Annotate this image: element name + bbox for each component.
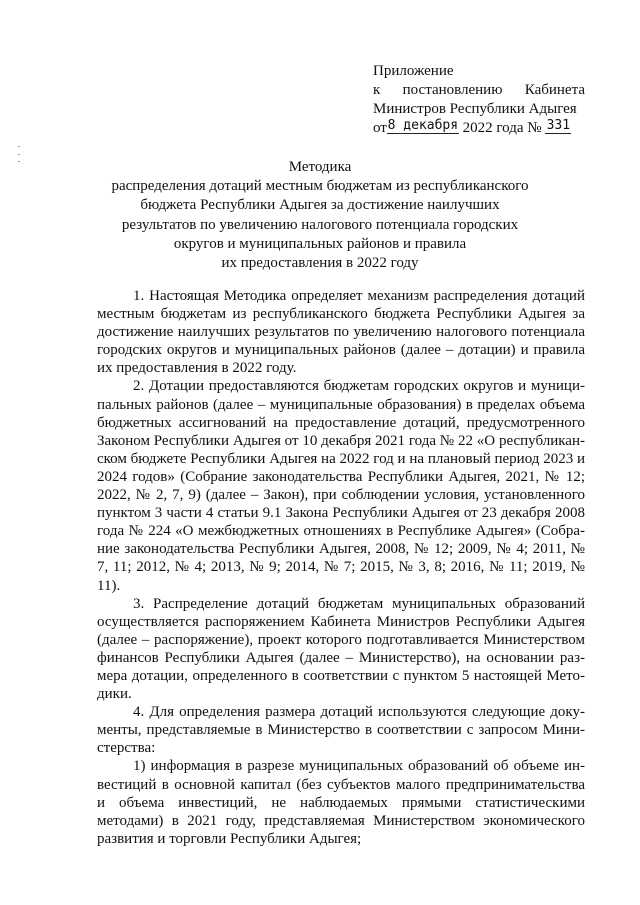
appendix-word-k: к bbox=[373, 82, 381, 98]
document-title bbox=[100, 158, 540, 273]
appendix-line-3: Министров Республики Адыгея bbox=[373, 101, 577, 117]
title-line-3: бюджета Республики Адыгея за достижение наилучших bbox=[140, 197, 500, 214]
handwritten-number: 331 bbox=[546, 118, 571, 133]
paragraph-3: 3. Распределение дотаций бюджетам муниципальных образований осуществляется распоряжением Кабинета Министров Республики Адыгея (далее – распоряжение), проект которого подготавливается Министерством финансов Республики Адыгея (далее – Министерство), на основании размера дотации, определенного в соответствии с пунктом 5 настоящей Методики. bbox=[97, 595, 585, 703]
document-body bbox=[97, 287, 585, 848]
date-prefix: от bbox=[373, 120, 387, 136]
paragraph-1: 1. Настоящая Методика определяет механизм распределения дотаций местным бюджетам из республиканского бюджета Республики Адыгея за достижение наилучших результатов по увеличению налогового потенциала городских округов и муниципальных районов (далее – дотации) и правила их предоставления в 2022 году. bbox=[97, 288, 585, 377]
paragraph-5: 1) информация в разрезе муниципальных образований об объеме инвестиций в основной капитал (без субъектов малого предпринимательства и объема инвестиций, не наблюдаемых прямыми статистическими методами) в 2021 году, представляемая Министерством экономического развития и торговли Республики Адыгея; bbox=[97, 758, 585, 847]
title-line-1: Методика bbox=[288, 159, 352, 175]
appendix-date-line bbox=[373, 119, 585, 138]
appendix-line-2 bbox=[373, 81, 585, 100]
appendix-heading: Приложение bbox=[373, 63, 454, 79]
paragraph-4: 4. Для определения размера дотаций используются следующие документы, представляемые в Министерство в соответствии с запросом Министерства: bbox=[97, 704, 585, 757]
title-line-5: округов и муниципальных районов и правила bbox=[173, 235, 467, 252]
title-line-6: их предоставления в 2022 году bbox=[221, 255, 419, 272]
appendix-word-resolution: постановлению bbox=[402, 82, 503, 98]
number-blank bbox=[545, 119, 571, 134]
title-line-4: результатов по увеличению налогового потенциала городских bbox=[121, 216, 519, 233]
handwritten-date: 8 декабря bbox=[387, 118, 459, 133]
margin-marks bbox=[18, 144, 22, 164]
paragraph-2: 2. Дотации предоставляются бюджетам городских округов и муниципальных районов (далее – муниципальные образования) в пределах объема бюджетных ассигнований на предоставление дотаций, предусмотренного Законом Республики Адыгея от 10 декабря 2021 года № 22 «О республиканском бюджете Республики Адыгея на 2022 год и на плановый период 2023 и 2024 годов» (Собрание законодательства Республики Адыгея, 2021, № 12; 2022, № 2, 7, 9) (далее – Закон), при соблюдении условия, установленного пунктом 3 части 4 статьи 9.1 Закона Республики Адыгея от 23 декабря 2008 года № 224 «О межбюджетных отношениях в Республике Адыгея» (Собрание законодательства Республики Адыгея, 2008, № 12; 2009, № 4; 2011, № 7, 11; 2012, № 4; 2013, № 9; 2014, № 7; 2015, № 3, 8; 2016, № 11; 2019, № 11). bbox=[97, 378, 585, 594]
appendix-word-cabinet: Кабинета bbox=[524, 82, 585, 98]
title-line-2: распределения дотаций местным бюджетам из республиканского bbox=[111, 178, 529, 195]
appendix-block bbox=[373, 62, 585, 138]
date-year: 2022 года № bbox=[462, 120, 542, 136]
date-blank bbox=[387, 119, 459, 134]
